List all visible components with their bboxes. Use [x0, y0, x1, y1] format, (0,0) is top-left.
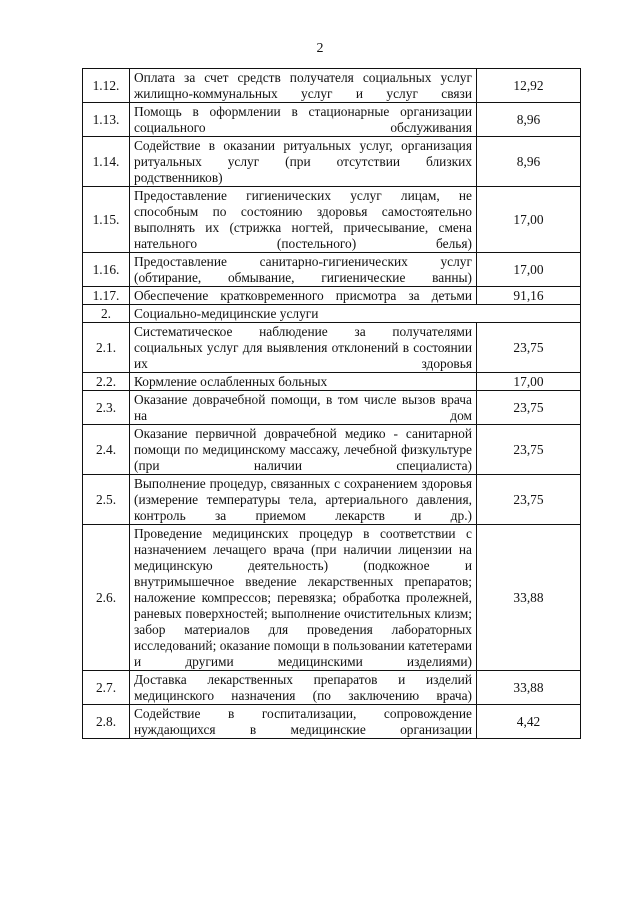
- row-number: 1.17.: [83, 287, 130, 305]
- service-name: Обеспечение кратковременного присмотра за детьми: [130, 287, 477, 305]
- table-row: [83, 705, 581, 739]
- section-number: 2.: [83, 305, 130, 323]
- service-name: Выполнение процедур, связанных с сохранением здоровья (измерение температуры тела, артериального давления, контроль за приемом лекарств и др.): [130, 475, 477, 525]
- table-row: [83, 69, 581, 103]
- table-row: [83, 525, 581, 671]
- table-row: [83, 187, 581, 253]
- service-price: 91,16: [477, 287, 581, 305]
- service-price: 17,00: [477, 187, 581, 253]
- row-number: 1.13.: [83, 103, 130, 137]
- service-price: 33,88: [477, 671, 581, 705]
- table-row: [83, 287, 581, 305]
- service-name: Предоставление санитарно-гигиенических услуг (обтирание, обмывание, гигиенические ванны): [130, 253, 477, 287]
- service-price: 17,00: [477, 373, 581, 391]
- row-number: 1.16.: [83, 253, 130, 287]
- row-number: 2.3.: [83, 391, 130, 425]
- service-name: Доставка лекарственных препаратов и изделий медицинского назначения (по заключению врача): [130, 671, 477, 705]
- service-name: Оплата за счет средств получателя социальных услуг жилищно-коммунальных услуг и услуг связи: [130, 69, 477, 103]
- service-name: Содействие в госпитализации, сопровождение нуждающихся в медицинские организации: [130, 705, 477, 739]
- service-name: Содействие в оказании ритуальных услуг, организация ритуальных услуг (при отсутствии близких родственников): [130, 137, 477, 187]
- table-row: [83, 253, 581, 287]
- row-number: 2.5.: [83, 475, 130, 525]
- service-name: Оказание доврачебной помощи, в том числе вызов врача на дом: [130, 391, 477, 425]
- service-name: Систематическое наблюдение за получателями социальных услуг для выявления отклонений в состоянии их здоровья: [130, 323, 477, 373]
- row-number: 2.1.: [83, 323, 130, 373]
- service-price: 8,96: [477, 103, 581, 137]
- table-row: [83, 391, 581, 425]
- row-number: 2.4.: [83, 425, 130, 475]
- service-price: 12,92: [477, 69, 581, 103]
- row-number: 1.14.: [83, 137, 130, 187]
- service-price: 23,75: [477, 323, 581, 373]
- service-price: 23,75: [477, 391, 581, 425]
- table-row: [83, 425, 581, 475]
- service-price: 8,96: [477, 137, 581, 187]
- service-price: 33,88: [477, 525, 581, 671]
- service-price: 23,75: [477, 425, 581, 475]
- table-row: [83, 475, 581, 525]
- table-row: [83, 137, 581, 187]
- service-name: Оказание первичной доврачебной медико - санитарной помощи по медицинскому массажу, лечебной физкультуре (при наличии специалиста): [130, 425, 477, 475]
- service-name: Помощь в оформлении в стационарные организации социального обслуживания: [130, 103, 477, 137]
- table-row: [83, 373, 581, 391]
- section-title: Социально-медицинские услуги: [130, 305, 581, 323]
- service-name: Проведение медицинских процедур в соответствии с назначением лечащего врача (при наличии лицензии на медицинскую деятельность) (подкожное и внутримышечное введение лекарственных препаратов; наложение компрессов; перевязка; обработка пролежней, раневых поверхностей; выполнение очистительных клизм; забор материалов для проведения лабораторных исследований; оказание помощи в пользовании катетерами и другими медицинскими изделиями): [130, 525, 477, 671]
- table-row: [83, 103, 581, 137]
- service-price: 4,42: [477, 705, 581, 739]
- page-number: 2: [316, 41, 324, 56]
- row-number: 1.15.: [83, 187, 130, 253]
- section-row: [83, 305, 581, 323]
- row-number: 2.6.: [83, 525, 130, 671]
- service-name: Предоставление гигиенических услуг лицам, не способным по состоянию здоровья самостоятельно выполнять их (стрижка ногтей, причесывание, смена нательного (постельного) белья): [130, 187, 477, 253]
- row-number: 2.2.: [83, 373, 130, 391]
- row-number: 2.7.: [83, 671, 130, 705]
- table-row: [83, 323, 581, 373]
- service-price: 23,75: [477, 475, 581, 525]
- row-number: 1.12.: [83, 69, 130, 103]
- table-row: [83, 671, 581, 705]
- row-number: 2.8.: [83, 705, 130, 739]
- service-price: 17,00: [477, 253, 581, 287]
- service-name: Кормление ослабленных больных: [130, 373, 477, 391]
- services-price-table: [82, 68, 581, 739]
